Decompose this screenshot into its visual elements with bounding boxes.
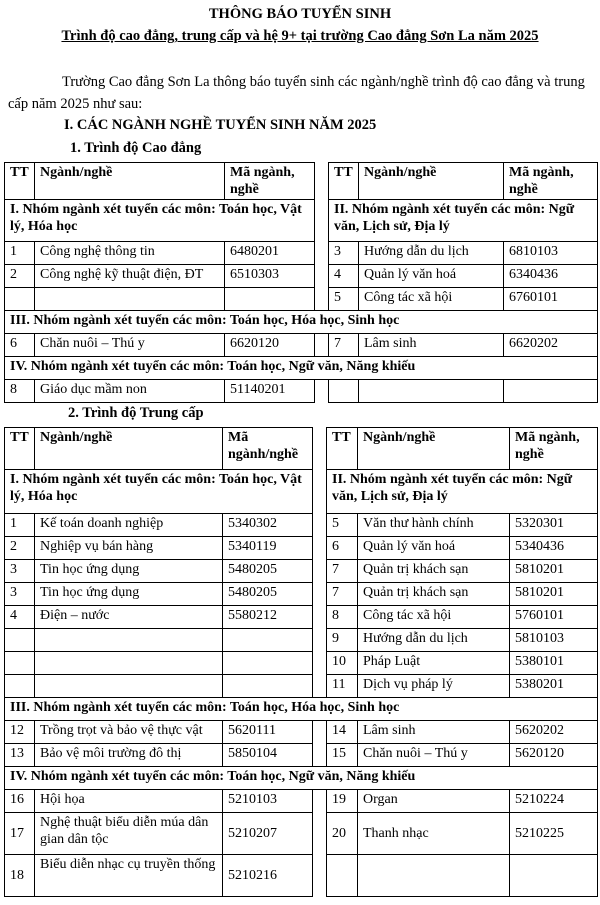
row-tt: 4 — [5, 606, 35, 629]
row-code: 5480205 — [223, 583, 313, 606]
row-tt: 1 — [5, 514, 35, 537]
row-code: 5320301 — [510, 514, 598, 537]
col-header-tt: TT — [5, 428, 35, 470]
col-header-nganh: Ngành/nghề — [35, 163, 225, 200]
trung-cap-heading: 2. Trình độ Trung cấp — [68, 405, 204, 421]
row-tt: 4 — [329, 265, 359, 288]
row-tt: 7 — [327, 560, 358, 583]
row-name: Biểu diễn nhạc cụ truyền thống — [35, 855, 223, 897]
row-code: 5340119 — [223, 537, 313, 560]
section-heading: I. CÁC NGÀNH NGHỀ TUYỂN SINH NĂM 2025 — [64, 117, 377, 133]
row-code: 5620120 — [510, 744, 598, 767]
col-header-ma: Mã ngành, nghề — [504, 163, 598, 200]
row-tt: 7 — [327, 583, 358, 606]
row-name: Văn thư hành chính — [358, 514, 510, 537]
row-tt: 9 — [327, 629, 358, 652]
row-tt: 12 — [5, 721, 35, 744]
trung-cap-table — [4, 427, 598, 897]
row-name: Quản lý văn hoá — [359, 265, 504, 288]
row-name: Bảo vệ môi trường đô thị — [35, 744, 223, 767]
group-heading: III. Nhóm ngành xét tuyển các môn: Toán học, Hóa học, Sinh học — [5, 311, 598, 334]
row-tt: 5 — [329, 288, 359, 311]
row-name: Organ — [358, 790, 510, 813]
row-name: Hướng dẫn du lịch — [359, 242, 504, 265]
row-name: Dịch vụ pháp lý — [358, 675, 510, 698]
row-tt: 2 — [5, 537, 35, 560]
row-name: Tin học ứng dụng — [35, 583, 223, 606]
row-code: 5810103 — [510, 629, 598, 652]
group-heading: I. Nhóm ngành xét tuyển các môn: Toán học, Vật lý, Hóa học — [5, 470, 313, 514]
row-code: 5850104 — [223, 744, 313, 767]
table-row — [5, 629, 598, 652]
row-tt: 5 — [327, 514, 358, 537]
row-code: 5380101 — [510, 652, 598, 675]
table-row — [5, 380, 598, 403]
row-name: Thanh nhạc — [358, 813, 510, 855]
row-name: Quản lý văn hoá — [358, 537, 510, 560]
row-code: 5580212 — [223, 606, 313, 629]
row-name: Chăn nuôi – Thú y — [358, 744, 510, 767]
group-heading: II. Nhóm ngành xét tuyển các môn: Ngữ văn, Lịch sử, Địa lý — [327, 470, 598, 514]
row-name: Lâm sinh — [359, 334, 504, 357]
row-tt: 13 — [5, 744, 35, 767]
col-header-ma: Mã ngành, nghề — [510, 428, 598, 470]
row-name: Điện – nước — [35, 606, 223, 629]
row-code: 5620202 — [510, 721, 598, 744]
table-row — [5, 560, 598, 583]
group-heading: II. Nhóm ngành xét tuyển các môn: Ngữ văn, Lịch sử, Địa lý — [329, 200, 598, 242]
row-tt: 2 — [5, 265, 35, 288]
table-row — [5, 721, 598, 744]
row-name: Công tác xã hội — [358, 606, 510, 629]
row-code: 5760101 — [510, 606, 598, 629]
row-code: 5210207 — [223, 813, 313, 855]
row-tt: 18 — [5, 855, 35, 897]
table-row — [5, 652, 598, 675]
notice-subtitle: Trình độ cao đẳng, trung cấp và hệ 9+ tại trường Cao đẳng Sơn La năm 2025 — [61, 28, 539, 44]
row-tt — [327, 855, 358, 897]
row-tt: 6 — [5, 334, 35, 357]
row-name: Hướng dẫn du lịch — [358, 629, 510, 652]
row-tt: 14 — [327, 721, 358, 744]
row-name: Trồng trọt và bảo vệ thực vật — [35, 721, 223, 744]
row-code — [510, 855, 598, 897]
table-row — [5, 606, 598, 629]
table-row — [5, 242, 598, 265]
intro-paragraph: Trường Cao đẳng Sơn La thông báo tuyển sinh các ngành/nghề trình độ cao đẳng và trung cấp năm 2025 như sau: — [8, 74, 585, 112]
row-tt: 17 — [5, 813, 35, 855]
row-name: Công tác xã hội — [359, 288, 504, 311]
row-name: Chăn nuôi – Thú y — [35, 334, 225, 357]
table-row — [5, 790, 598, 813]
col-header-nganh: Ngành/nghề — [35, 428, 223, 470]
row-code: 5210103 — [223, 790, 313, 813]
row-tt: 1 — [5, 242, 35, 265]
row-tt: 8 — [5, 380, 35, 403]
row-tt: 10 — [327, 652, 358, 675]
row-name: Lâm sinh — [358, 721, 510, 744]
row-name: Quản trị khách sạn — [358, 560, 510, 583]
table-row — [5, 265, 598, 288]
table-row — [5, 813, 598, 855]
row-code: 6480201 — [225, 242, 315, 265]
row-code: 5210225 — [510, 813, 598, 855]
row-tt: 20 — [327, 813, 358, 855]
notice-title: THÔNG BÁO TUYỂN SINH — [208, 6, 392, 22]
col-header-tt: TT — [329, 163, 359, 200]
table-row — [5, 744, 598, 767]
row-code: 6760101 — [504, 288, 598, 311]
row-code: 5380201 — [510, 675, 598, 698]
row-code: 6810103 — [504, 242, 598, 265]
table-row — [5, 288, 598, 311]
row-code: 5340302 — [223, 514, 313, 537]
table-row — [5, 855, 598, 897]
row-tt: 3 — [5, 583, 35, 606]
col-header-tt: TT — [327, 428, 358, 470]
row-tt: 3 — [329, 242, 359, 265]
group-heading: III. Nhóm ngành xét tuyển các môn: Toán học, Hóa học, Sinh học — [5, 698, 598, 721]
row-tt: 6 — [327, 537, 358, 560]
row-name: Nghiệp vụ bán hàng — [35, 537, 223, 560]
cao-dang-table — [4, 162, 598, 403]
group-heading: IV. Nhóm ngành xét tuyển các môn: Toán học, Ngữ văn, Năng khiếu — [5, 767, 598, 790]
row-code: 5210216 — [223, 855, 313, 897]
row-code: 5620111 — [223, 721, 313, 744]
row-name: Công nghệ thông tin — [35, 242, 225, 265]
row-tt: 19 — [327, 790, 358, 813]
row-tt: 7 — [329, 334, 359, 357]
row-tt: 15 — [327, 744, 358, 767]
cao-dang-heading: 1. Trình độ Cao đẳng — [70, 140, 202, 156]
row-name: Kế toán doanh nghiệp — [35, 514, 223, 537]
row-tt: 16 — [5, 790, 35, 813]
row-name: Giáo dục mầm non — [35, 380, 225, 403]
col-header-ma: Mã ngành, nghề — [225, 163, 315, 200]
row-name: Tin học ứng dụng — [35, 560, 223, 583]
table-row — [5, 514, 598, 537]
group-heading: I. Nhóm ngành xét tuyển các môn: Toán học, Vật lý, Hóa học — [5, 200, 315, 242]
row-code: 51140201 — [225, 380, 315, 403]
row-name: Pháp Luật — [358, 652, 510, 675]
col-header-tt: TT — [5, 163, 35, 200]
row-name: Hội họa — [35, 790, 223, 813]
row-name — [358, 855, 510, 897]
row-tt: 11 — [327, 675, 358, 698]
table-row — [5, 583, 598, 606]
col-header-ma: Mã ngành/nghề — [223, 428, 313, 470]
row-code: 6620202 — [504, 334, 598, 357]
group-heading: IV. Nhóm ngành xét tuyển các môn: Toán học, Ngữ văn, Năng khiếu — [5, 357, 598, 380]
row-code: 6340436 — [504, 265, 598, 288]
row-code: 5480205 — [223, 560, 313, 583]
table-row — [5, 537, 598, 560]
row-code: 5340436 — [510, 537, 598, 560]
row-name: Quản trị khách sạn — [358, 583, 510, 606]
row-code: 5210224 — [510, 790, 598, 813]
row-name: Công nghệ kỹ thuật điện, ĐT — [35, 265, 225, 288]
row-tt: 3 — [5, 560, 35, 583]
col-header-nganh: Ngành/nghề — [358, 428, 510, 470]
table-row — [5, 334, 598, 357]
row-code: 6620120 — [225, 334, 315, 357]
row-tt: 8 — [327, 606, 358, 629]
row-code: 5810201 — [510, 560, 598, 583]
row-name: Nghệ thuật biểu diễn múa dân gian dân tộc — [35, 813, 223, 855]
row-code: 5810201 — [510, 583, 598, 606]
row-code: 6510303 — [225, 265, 315, 288]
table-row — [5, 675, 598, 698]
col-header-nganh: Ngành/nghề — [359, 163, 504, 200]
